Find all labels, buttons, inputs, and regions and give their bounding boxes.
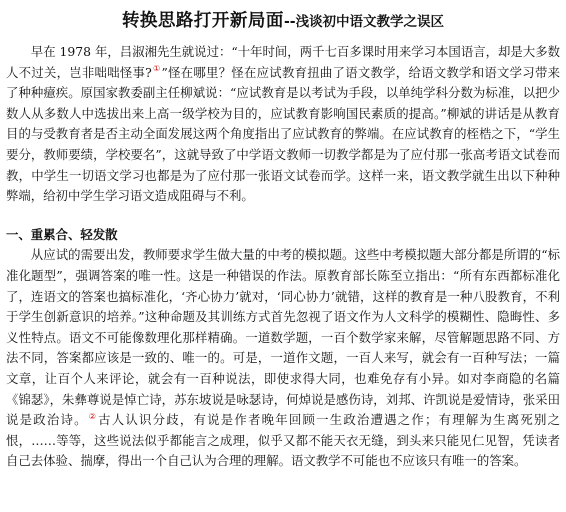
section-1-paragraph [6,245,560,472]
intro-text-part1: 早在 1978 年，吕淑湘先生就说过：“十年时间，两千七百多课时用来学习本国语言，却是大多数人不过关，岂非咄咄怪事? [6,44,560,80]
footnote-marker-2[interactable]: ② [88,411,98,421]
article-title [6,10,560,32]
section-1-text-part1: 从应试的需要出发，教师要求学生做大量的中考的模拟题。这些中考模拟题大部分都是所谓的“标准化题型”，强调答案的唯一性。这是一种错误的作法。原教育部长陈至立指出：“所有东西都标准化了，连语文的答案也搞标准化，‘齐心协力’就对，‘同心协力’就错，这样的教育是一种八股教育，不利于学生创新意识的培养。”这种命题及其训练方式首先忽视了语文作为人文科学的模糊性、隐晦性、多义性特点。语文不可能像数理化那样精确。一道数学题，一百个数学家来解，尽管解题思路不同、方法不同，答案都应该是一致的、唯一的。可是，一道作文题，一百人来写，就会有一百种写法；一篇文章，让百个人来评论，就会有一百种说法，即使求得大同，也难免存有小异。如对李商隐的名篇《锦瑟》，朱彝尊说是悼亡诗，苏东坡说是咏瑟诗，何焯说是感伤诗，刘邦、许凯说是爱情诗，张采田说是政治诗。 [6,247,560,428]
title-main: 转换思路打开新局面 [121,11,284,31]
title-dash: -- [283,14,296,30]
section-1-text-part2: 古人认识分歧，有说是作者晚年回顾一生政治遭遇之作；有理解为生离死别之恨，……等等，这些说法似乎都能言之成理，似乎又都不能天衣无缝，到头来只能见仁见智，凭读者自己去体验、揣摩，得出一个自己认为合理的理解。语文教学不可能也不应该只有唯一的答案。 [6,412,561,469]
intro-text-part2: ”怪在哪里？怪在应试教育扭曲了语文教学，给语文教学和语文学习带来了种种癔疾。原国家教委副主任柳斌说：“应试教育是以考试为手段，以单纯学科分数为标准，以把少数人从多数人中选拔出来上高一级学校为目的，应试教育影响国民素质的提高。”柳斌的讲话是从教育目的与受教育者是否主动全面发展这两个角度指出了应试教育的弊端。在应试教育的桎梏之下，“学生要分，教师要绩，学校要名”，这就导致了中学语文教师一切教学都是为了应付那一张高考语文试卷而教，中学生一切语文学习也都是为了应付那一张语文试卷而学。这样一来，语文教学就生出以下种种弊端，给初中学生学习语文造成阻碍与不利。 [6,64,560,204]
footnote-marker-1[interactable]: ① [152,64,161,74]
section-heading-1: 一、重累合、轻发散 [6,226,118,242]
title-subtitle: 浅谈初中语文教学之误区 [295,14,445,30]
intro-paragraph [6,42,560,207]
